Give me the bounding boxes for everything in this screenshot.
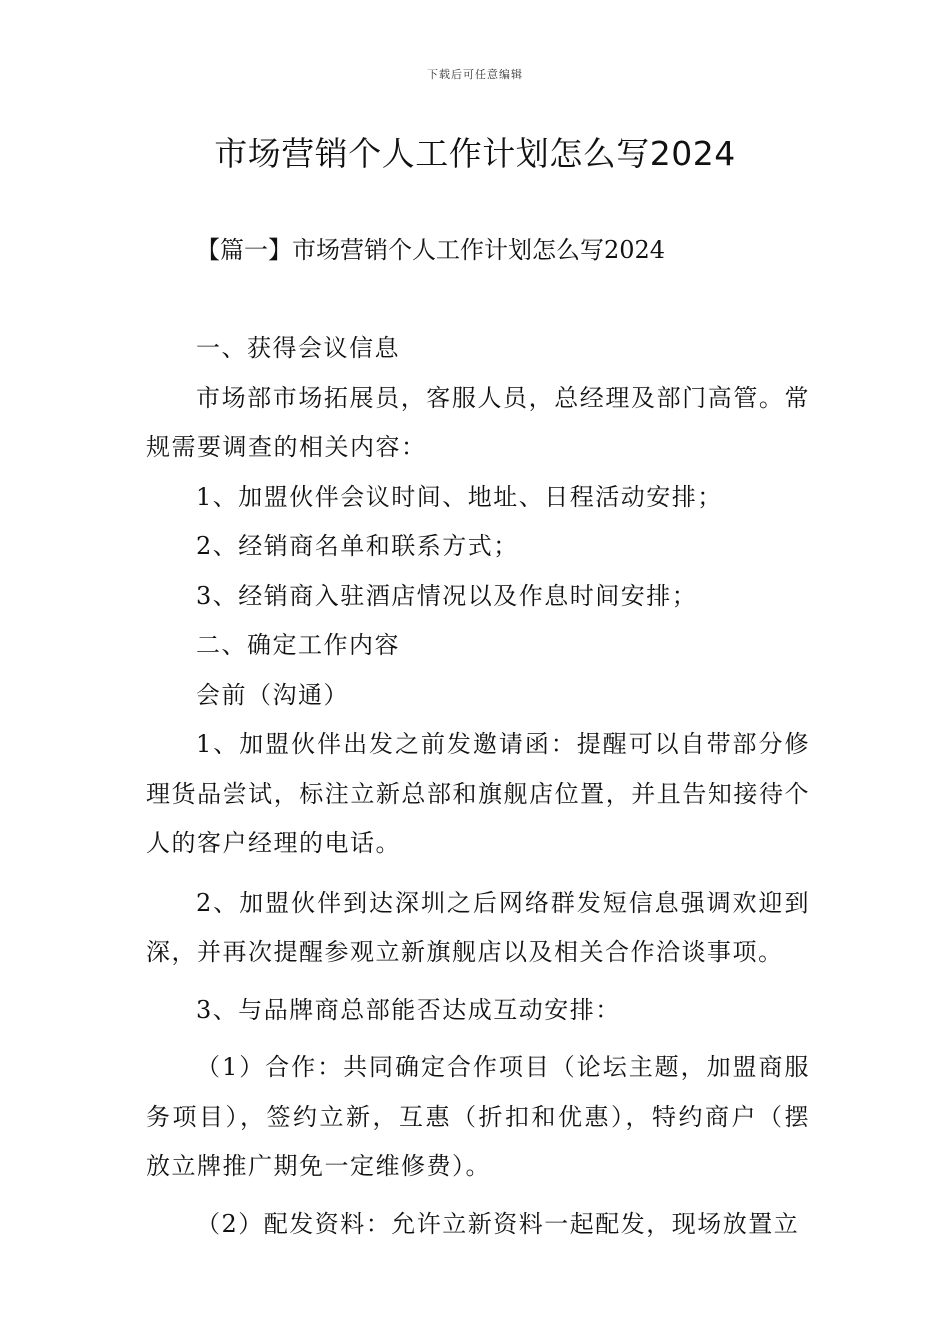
paragraph-materials: （2）配发资料：允许立新资料一起配发，现场放置立 [196,1209,800,1238]
document-body [146,324,810,1249]
paragraph-invitation: 1、加盟伙伴出发之前发邀请函：提醒可以自带部分修理货品尝试，标注立新总部和旗舰店位置，并且告知接待个人的客户经理的电话。 [146,730,810,857]
section-heading: 【篇一】市场营销个人工作计划怎么写2024 [196,236,666,264]
heading-work-content: 二、确定工作内容 [196,631,400,659]
list-item: 2、经销商名单和联系方式； [196,532,519,560]
paragraph-brand-interaction: 3、与品牌商总部能否达成互动安排： [196,995,621,1024]
list-item: 1、加盟伙伴会议时间、地址、日程活动安排； [196,482,723,511]
paragraph-cooperation: （1）合作：共同确定合作项目（论坛主题，加盟商服务项目），签约立新，互惠（折扣和优惠），特约商户（摆放立牌推广期免一定维修费）。 [146,1053,810,1180]
paragraph-staff: 市场部市场拓展员，客服人员，总经理及部门高管。常规需要调查的相关内容： [146,383,810,461]
paragraph-sms: 2、加盟伙伴到达深圳之后网络群发短信息强调欢迎到深，并再次提醒参观立新旗舰店以及相关合作洽谈事项。 [146,888,810,966]
document-title: 市场营销个人工作计划怎么写2024 [214,134,736,173]
header-note: 下载后可任意编辑 [427,68,523,81]
heading-get-meeting-info: 一、获得会议信息 [196,334,400,362]
subheading-pre-meeting: 会前（沟通） [196,680,349,709]
list-item: 3、经销商入驻酒店情况以及作息时间安排； [196,581,698,610]
